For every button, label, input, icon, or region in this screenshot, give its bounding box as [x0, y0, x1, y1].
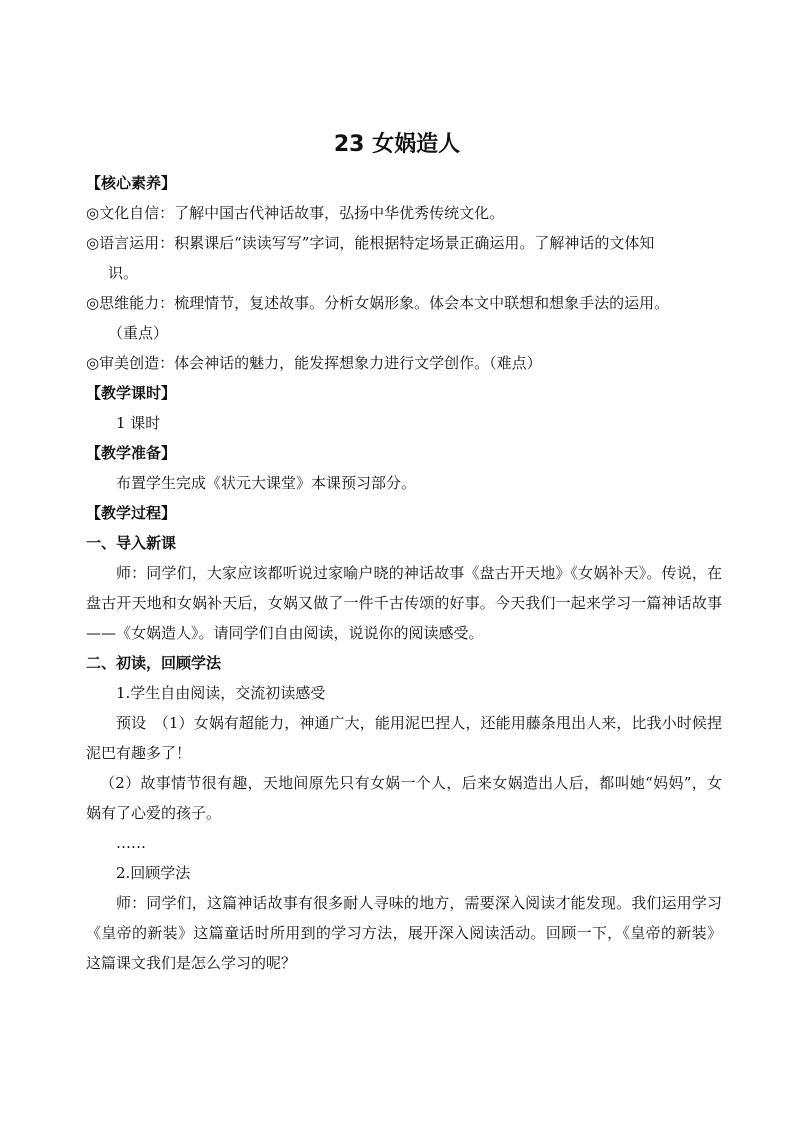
time-text: 1 课时: [116, 414, 161, 432]
core-item-language-cont: 识。: [108, 264, 139, 282]
core-item-language: ◎语言运用：积累课后“读读写写”字词，能根据特定场景正确运用。了解神话的文体知: [86, 234, 655, 252]
section-heading-prep: 【教学准备】: [86, 444, 177, 462]
core-item-culture: ◎文化自信：了解中国古代神话故事，弘扬中华优秀传统文化。: [86, 204, 505, 222]
core-item-thinking: ◎思维能力：梳理情节，复述故事。分析女娲形象。体会本文中联想和想象手法的运用。: [86, 294, 670, 312]
page-title: 23 女娲造人: [333, 132, 461, 157]
ellipsis-text: ……: [116, 834, 146, 852]
subheading-first-reading: 二、初读，回顾学法: [86, 654, 222, 672]
section-heading-core: 【核心素养】: [86, 174, 177, 192]
step-review-method: 2.回顾学法: [116, 864, 191, 882]
subheading-intro: 一、导入新课: [86, 534, 177, 552]
core-item-aesthetic: ◎审美创造：体会神话的魅力，能发挥想象力进行文学创作。（难点）: [86, 354, 542, 372]
prep-text: 布置学生完成《状元大课堂》本课预习部分。: [116, 474, 417, 492]
section-heading-time: 【教学课时】: [86, 384, 177, 402]
preset-one: 预设 （1）女娲有超能力，神通广大，能用泥巴捏人，还能用藤条甩出人来，比我小时候捏泥巴有趣多了！: [86, 714, 722, 762]
document-body: [86, 168, 722, 978]
review-paragraph: 师：同学们，这篇神话故事有很多耐人寻味的地方，需要深入阅读才能发现。我们运用学习《皇帝的新装》这篇童话时所用到的学习方法，展开深入阅读活动。回顾一下，《皇帝的新装》这篇课文我们是怎么学习的呢？: [86, 894, 722, 972]
preset-two: （2）故事情节很有趣，天地间原先只有女娲一个人，后来女娲造出人后，都叫她“妈妈”，女娲有了心爱的孩子。: [86, 774, 722, 822]
section-heading-process: 【教学过程】: [86, 504, 177, 522]
intro-paragraph: 师：同学们，大家应该都听说过家喻户晓的神话故事《盘古开天地》《女娲补天》。传说，在盘古开天地和女娲补天后，女娲又做了一件千古传颂的好事。今天我们一起来学习一篇神话故事——《女娲造人》。请同学们自由阅读，说说你的阅读感受。: [86, 564, 722, 642]
core-item-thinking-cont: （重点）: [108, 324, 169, 342]
step-free-reading: 1.学生自由阅读，交流初读感受: [116, 684, 326, 702]
